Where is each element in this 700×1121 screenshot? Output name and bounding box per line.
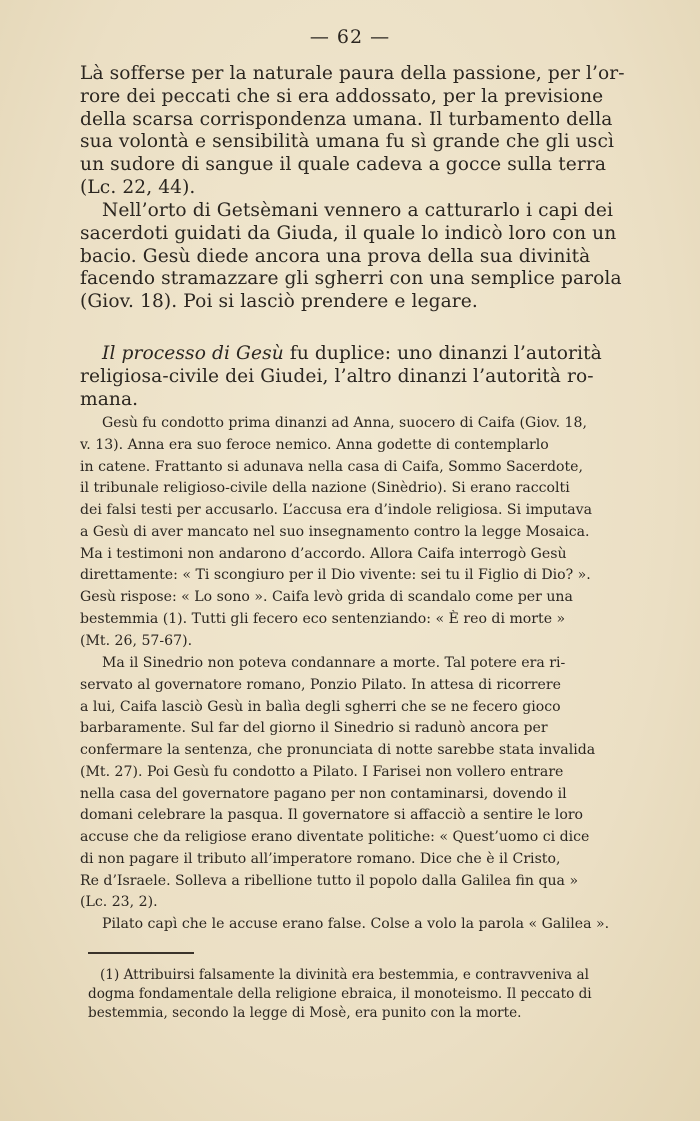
text-line: dei falsi testi per accusarlo. L’accusa era d’indole religiosa. Si imputava — [80, 502, 592, 518]
text-line: sua volontà e sensibilità umana fu sì grande che gli uscì — [80, 131, 615, 153]
text-line: nella casa del governatore pagano per non contaminarsi, dovendo il — [80, 785, 567, 802]
footnote-line: bestemmia, secondo la legge di Mosè, era punito con la morte. — [88, 1005, 522, 1021]
text-line: rore dei peccati che si era addossato, per la previsione — [80, 85, 604, 107]
text-line: barbaramente. Sul far del giorno il Sinedrio si radunò ancora per — [80, 720, 548, 737]
text-line: di non pagare il tributo all’imperatore romano. Dice che è il Cristo, — [80, 850, 561, 867]
text-line: bacio. Gesù diede ancora una prova della sua divinità — [80, 245, 591, 267]
text-line: Gesù fu condotto prima dinanzi ad Anna, suocero di Caifa (Giov. 18, — [102, 415, 587, 431]
text-line: Pilato capì che le accuse erano false. Colse a volo la parola « Galilea ». — [102, 916, 610, 932]
text-line: religiosa-civile dei Giudei, l’altro dinanzi l’autorità ro- — [80, 365, 594, 387]
text-line: della scarsa corrispondenza umana. Il turbamento della — [80, 108, 613, 130]
text-line: mana. — [80, 388, 139, 410]
text-line: un sudore di sangue il quale cadeva a gocce sulla terra — [80, 154, 607, 176]
text-line: (Mt. 26, 57-67). — [80, 632, 193, 649]
paragraph-pilate — [80, 653, 636, 914]
text-line: accuse che da religiose erano diventate politiche: « Quest’uomo ci dice — [80, 829, 590, 845]
text-line: il tribunale religioso-civile della nazione (Sinèdrio). Si erano raccolti — [80, 480, 570, 497]
text-line: a Gesù di aver mancato nel suo insegnamento contro la legge Mosaica. — [80, 523, 590, 540]
footnote-line: (1) Attribuirsi falsamente la divinità era bestemmia, e contravveniva al — [100, 967, 589, 983]
text-line: sacerdoti guidati da Giuda, il quale lo indicò loro con un — [80, 222, 617, 244]
paragraph-agony — [80, 63, 636, 200]
text-line: facendo stramazzare gli sgherri con una semplice parola — [80, 268, 622, 290]
text-line: (Mt. 27). Poi Gesù fu condotto a Pilato. I Farisei non vollero entrare — [80, 763, 564, 780]
text-line: (Giov. 18). Poi si lasciò prendere e legare. — [80, 291, 478, 313]
text-line: Ma i testimoni non andarono d’accordo. Allora Caifa interrogò Gesù — [80, 545, 567, 562]
footnote — [88, 966, 640, 1023]
page-number: — 62 — — [309, 26, 391, 48]
text-line: v. 13). Anna era suo feroce nemico. Anna godette di contemplarlo — [80, 436, 549, 453]
text-line: direttamente: « Ti scongiuro per il Dio vivente: sei tu il Figlio di Dio? ». — [80, 567, 591, 584]
text-line: servato al governatore romano, Ponzio Pilato. In attesa di ricorrere — [80, 676, 561, 693]
text-line: confermare la sentenza, che pronunciata di notte sarebbe stata invalida — [80, 742, 596, 758]
text-line: Là sofferse per la naturale paura della passione, per l’or- — [80, 63, 625, 84]
footnote-divider — [88, 952, 194, 954]
paragraph-arrest — [80, 200, 636, 314]
text-line: Gesù rispose: « Lo sono ». Caifa levò grida di scandalo come per una — [80, 589, 573, 605]
section-heading-italic: Il processo di Gesù — [102, 343, 284, 364]
paragraph-sanhedrin — [80, 413, 636, 652]
text-line — [80, 343, 636, 366]
footnote-line: dogma fondamentale della religione ebraica, il monoteismo. Il peccato di — [88, 986, 592, 1002]
text-line: in catene. Frattanto si adunava nella casa di Caifa, Sommo Sacerdote, — [80, 458, 584, 475]
text-line: Re d’Israele. Solleva a ribellione tutto il popolo dalla Galilea fin qua » — [80, 872, 579, 889]
text-line: Ma il Sinedrio non poteva condannare a morte. Tal potere era ri- — [102, 655, 566, 671]
text-line: Nell’orto di Getsèmani vennero a catturarlo i capi dei — [102, 200, 614, 221]
text-line: a lui, Caifa lasciò Gesù in balìa degli sgherri che se ne fecero gioco — [80, 698, 561, 715]
paragraph-trial-intro — [80, 343, 636, 411]
text-line: domani celebrare la pasqua. Il governatore si affacciò a sentire le loro — [80, 807, 584, 824]
text-line: bestemmia (1). Tutti gli fecero eco sentenziando: « È reo di morte » — [80, 610, 566, 627]
text-span: fu duplice: uno dinanzi l’autorità — [283, 343, 602, 364]
text-line: (Lc. 23, 2). — [80, 894, 158, 911]
text-line: (Lc. 22, 44). — [80, 176, 196, 198]
paragraph-galilea — [80, 914, 636, 936]
